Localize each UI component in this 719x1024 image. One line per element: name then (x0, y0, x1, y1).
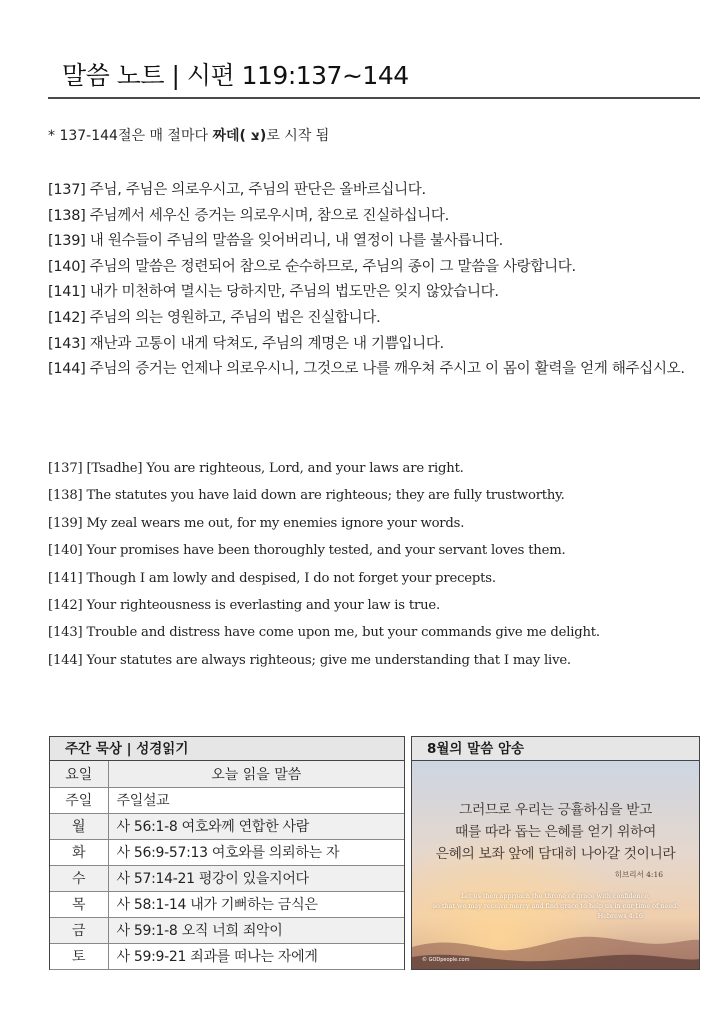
passage-cell: 사 57:14-21 평강이 있을지어다 (108, 865, 404, 891)
english-verse: [140] Your promises have been thoroughly tested, and your servant loves them. (48, 543, 566, 559)
english-verse: [138] The statutes you have laid down are righteous; they are fully trustworthy. (48, 488, 565, 504)
image-credit: © GODpeople.com (422, 957, 470, 963)
korean-verse: [139] 내 원수들이 주님의 말씀을 잊어버리니, 내 열정이 나를 불사릅니다. (48, 233, 503, 250)
memory-en-reference: Hebrews 4:16 (597, 912, 643, 920)
memory-verse-heading: 8월의 말씀 암송 (412, 737, 699, 761)
passage-cell: 사 56:9-57:13 여호와를 의뢰하는 자 (108, 839, 404, 865)
column-header-day: 요일 (50, 761, 108, 787)
memory-ko-line: 때를 따라 돕는 은혜를 얻기 위하여 (455, 824, 656, 840)
english-verse: [139] My zeal wears me out, for my enemies ignore your words. (48, 515, 465, 531)
passage-cell: 사 58:1-14 내가 기뻐하는 금식은 (108, 891, 404, 917)
passage-cell: 사 59:9-21 죄과를 떠나는 자에게 (108, 943, 404, 969)
memory-verse-box (411, 736, 700, 970)
passage-cell: 사 56:1-8 여호와께 연합한 사람 (108, 813, 404, 839)
memory-verse-english (412, 891, 699, 921)
day-cell: 수 (50, 865, 108, 891)
memory-ko-reference: 히브리서 4:16 (614, 870, 663, 879)
reading-plan-box (49, 736, 405, 970)
korean-verse: [142] 주님의 의는 영원하고, 주님의 법은 진실합니다. (48, 309, 381, 326)
day-cell: 주일 (50, 787, 108, 813)
table-row (50, 813, 404, 839)
day-cell: 금 (50, 917, 108, 943)
day-cell: 화 (50, 839, 108, 865)
table-row (50, 917, 404, 943)
note-suffix: 로 시작 됨 (266, 128, 330, 144)
table-row (50, 891, 404, 917)
memory-en-line: Let us then approach the throne of grace with confidence, (460, 892, 651, 900)
passage-cell: 사 59:1-8 오직 너희 죄악이 (108, 917, 404, 943)
note-prefix: * 137-144절은 매 절마다 (48, 128, 213, 144)
english-verse: [144] Your statutes are always righteous; give me understanding that I may live. (48, 652, 571, 668)
title-divider (48, 97, 700, 99)
memory-en-line: so that we may receive mercy and find grace to help us in our time of need. (432, 902, 679, 910)
day-cell: 월 (50, 813, 108, 839)
note-highlight: 짜데( צ) (212, 128, 267, 144)
english-verses (48, 455, 713, 674)
korean-verse: [137] 주님, 주님은 의로우시고, 주님의 판단은 올바르십니다. (48, 182, 426, 198)
korean-verse: [141] 내가 미천하여 멸시는 당하지만, 주님의 법도만은 잊지 않았습니다. (48, 284, 499, 301)
korean-verse: [144] 주님의 증거는 언제나 의로우시니, 그것으로 나를 깨우쳐 주시고 이 몸이 활력을 얻게 해주십시오. (48, 361, 685, 378)
korean-verse: [143] 재난과 고통이 내게 닥쳐도, 주님의 계명은 내 기쁨입니다. (48, 335, 444, 352)
day-cell: 토 (50, 943, 108, 969)
reading-plan-table (50, 761, 404, 970)
column-header-passage: 오늘 읽을 말씀 (108, 761, 404, 787)
table-row (50, 839, 404, 865)
memory-verse-image (412, 761, 699, 969)
korean-verse: [140] 주님의 말씀은 정련되어 참으로 순수하므로, 주님의 종이 그 말씀을 사랑합니다. (48, 258, 576, 275)
passage-cell: 주일설교 (108, 787, 404, 813)
english-verse: [143] Trouble and distress have come upon me, but your commands give me delight. (48, 625, 600, 641)
day-cell: 목 (50, 891, 108, 917)
memory-verse-korean (412, 799, 699, 865)
table-row (50, 787, 404, 813)
memory-ko-line: 그러므로 우리는 긍휼하심을 받고 (459, 802, 652, 818)
english-verse: [137] [Tsadhe] You are righteous, Lord, and your laws are right. (48, 461, 464, 476)
english-verse: [142] Your righteousness is everlasting and your law is true. (48, 598, 440, 614)
reading-plan-heading: 주간 묵상 | 성경읽기 (50, 737, 404, 761)
korean-verses (48, 178, 708, 383)
table-row (50, 943, 404, 969)
english-verse: [141] Though I am lowly and despised, I do not forget your precepts. (48, 570, 496, 586)
table-row (50, 865, 404, 891)
korean-verse: [138] 주님께서 세우신 증거는 의로우시며, 참으로 진실하십니다. (48, 207, 449, 224)
memory-ko-line: 은혜의 보좌 앞에 담대히 나아갈 것이니라 (435, 846, 676, 862)
intro-note (48, 125, 329, 145)
page-title: 말씀 노트 | 시편 119:137~144 (62, 61, 409, 90)
